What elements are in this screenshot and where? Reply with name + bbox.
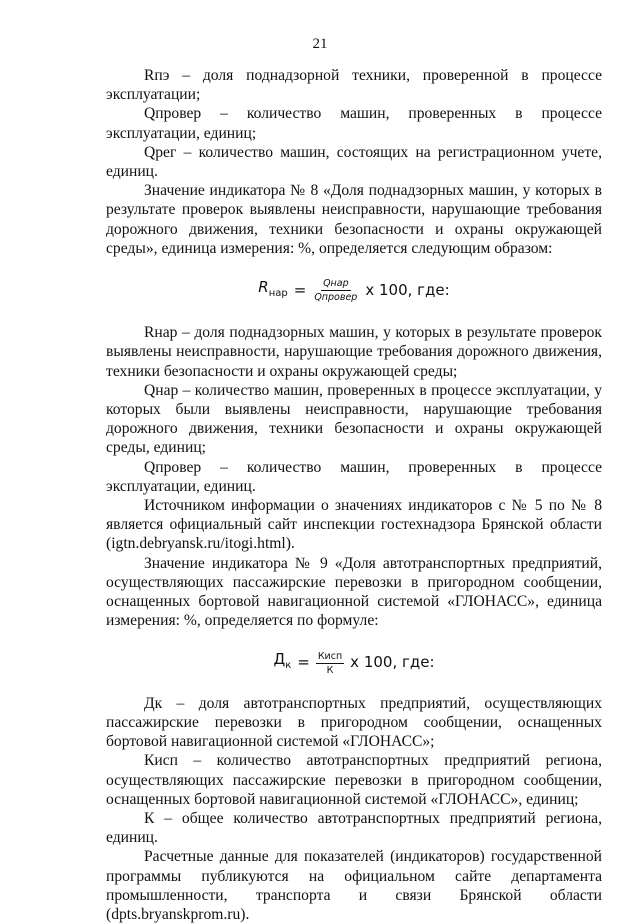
definition-qprover: Qпровер – количество машин, проверенных в процессе эксплуатации, единиц; (106, 105, 602, 142)
formula-dk-lhs: $Д_к$ (273, 650, 292, 672)
formula-rnar-equals: = (293, 281, 307, 300)
page-body (106, 66, 602, 924)
indicator-9-intro: Значение индикатора № 9 «Доля автотранспортных предприятий, осуществляющих пассажирские перевозки в пригородном сообщении, оснащенных бортовой навигационной системой «ГЛОНАСС», единица измерения: %, определяется по формуле: (106, 554, 602, 630)
formula-dk-equals: = (297, 653, 310, 672)
definition-rpe: Rпэ – доля поднадзорной техники, проверенной в процессе эксплуатации; (106, 67, 602, 104)
formula-rnar-numerator: Qнар (323, 278, 349, 290)
formula-rnar-denominator: Qпровер (314, 292, 358, 304)
definition-rnar: Rнар – доля поднадзорных машин, у которых в результате проверок выявлены неисправности, нарушающие требования дорожного движения, техники безопасности и охраны окружающей среды; (106, 324, 602, 380)
definition-qreg: Qрег – количество машин, состоящих на регистрационном учете, единиц. (106, 143, 602, 181)
definition-dk: Дк – доля автотранспортных предприятий, осуществляющих пассажирские перевозки в пригородном сообщении, оснащенных бортовой навигационной системой «ГЛОНАСС»; (106, 694, 602, 751)
formula-rnar-tail: x 100, где: (365, 281, 450, 300)
formula-dk-denominator: К (326, 664, 334, 676)
publication-note: Расчетные данные для показателей (индикаторов) государственной программы публикуются на официальном сайте департамента промышленности, транспорта и связи Брянской области (dpts.bryanskprom.ru). (106, 848, 602, 923)
information-source: Источником информации о значениях индикаторов с № 5 по № 8 является официальный сайт инспекции гостехнадзора Брянской области (igtn.debryansk.ru/itogi.html). (106, 497, 602, 553)
formula-dk (106, 650, 602, 675)
formula-rnar-fraction (312, 278, 359, 303)
indicator-8-intro: Значение индикатора № 8 «Доля поднадзорных машин, у которых в результате проверок выявлены неисправности, нарушающие требования дорожного движения, техники безопасности и охраны окружающей среды», единица измерения: %, определяется следующим образом: (106, 182, 602, 257)
definition-qprover-2: Qпровер – количество машин, проверенных в процессе эксплуатации, единиц. (106, 458, 602, 495)
formula-dk-fraction (316, 651, 344, 676)
definition-k: К – общее количество автотранспортных предприятий региона, единиц. (106, 809, 602, 847)
formula-rnar (106, 278, 602, 303)
definition-qnar: Qнар – количество машин, проверенных в процессе эксплуатации, у которых были выявлены неисправности, нарушающие требования дорожного движения, техники безопасности и охраны окружающей среды, единиц; (106, 381, 602, 457)
formula-dk-numerator: Кисп (317, 650, 343, 662)
definition-kisp: Кисп – количество автотранспортных предприятий региона, осуществляющих пассажирские перевозки в пригородном сообщении, оснащенных бортовой навигационной системой «ГЛОНАСС», единиц; (106, 752, 602, 808)
page-number: 21 (312, 36, 328, 52)
formula-dk-tail: x 100, где: (350, 653, 435, 672)
formula-rnar-lhs: $R_{нар}$ (258, 278, 288, 300)
